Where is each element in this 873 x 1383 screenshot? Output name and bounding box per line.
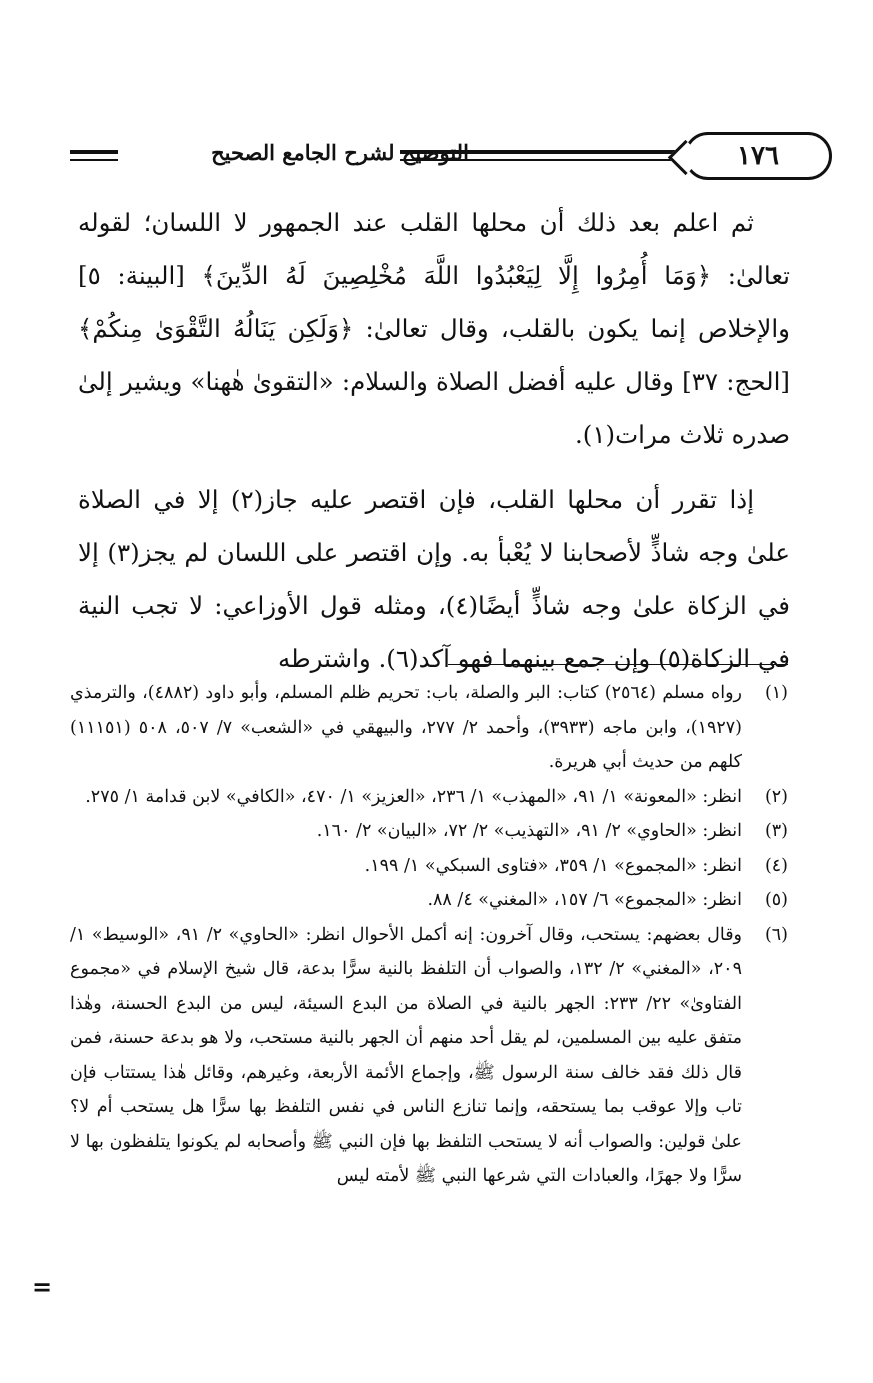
main-text <box>78 196 790 697</box>
footnote-5 <box>70 883 788 918</box>
main-paragraph-1: ثم اعلم بعد ذلك أن محلها القلب عند الجمهور لا اللسان؛ لقوله تعالىٰ: ﴿وَمَا أُمِرُوا إِلَّا لِيَعْبُدُوا اللَّهَ مُخْلِصِينَ لَهُ الدِّينَ﴾ [البينة: ٥] والإخلاص إنما يكون بالقلب، وقال تعالىٰ: ﴿وَلَكِن يَنَالُهُ التَّقْوَىٰ مِنكُمْ﴾ [الحج: ٣٧] وقال عليه أفضل الصلاة والسلام: «التقوىٰ هٰهنا» ويشير إلىٰ صدره ثلاث مرات(١). <box>78 208 790 449</box>
header-rule-middle-thin <box>400 159 684 161</box>
footnote-separator <box>448 664 788 665</box>
footnote-6 <box>70 918 788 1194</box>
footnote-2 <box>70 780 788 815</box>
header-rule-left-thick <box>70 150 118 154</box>
footnote-text: وقال بعضهم: يستحب، وقال آخرون: إنه أكمل الأحوال انظر: «الحاوي» ٢/ ٩١، «الوسيط» ١/ ٢٠٩، «المغني» ٢/ ١٣٢، والصواب أن التلفظ بالنية سرًّا بدعة، قال شيخ الإسلام في «مجموع الفتاوىٰ» ٢٢/ ٢٣٣: الجهر بالنية في الصلاة من البدع السيئة، ليس من البدع الحسنة، وهٰذا متفق عليه بين المسلمين، لم يقل أحد منهم أن الجهر بالنية مستحب، ولا هو بدعة حسنة، فمن قال ذلك فقد خالف سنة الرسول ﷺ، وإجماع الأئمة الأربعة، وغيرهم، وقائل هٰذا يستتاب فإن تاب وإلا عوقب بما يستحقه، وإنما تنازع الناس في نفس التلفظ بها سرًّا هل يستحب أم لا؟ علىٰ قولين: والصواب أنه لا يستحب التلفظ بها فإن النبي ﷺ وأصحابه لم يكونوا يتلفظون بها لا سرًّا ولا جهرًا، والعبادات التي شرعها النبي ﷺ لأمته ليس <box>70 924 743 1186</box>
footnote-3 <box>70 814 788 849</box>
footnote-number: (٣) <box>764 821 788 841</box>
continuation-mark: = <box>32 1272 53 1301</box>
footnote-number: (٤) <box>764 855 788 876</box>
footnote-text: رواه مسلم (٢٥٦٤) كتاب: البر والصلة، باب: تحريم ظلم المسلم، وأبو داود (٤٨٨٢)، والترمذي (١٩٢٧)، وابن ماجه (٣٩٣٣)، وأحمد ٢/ ٢٧٧، والبيهقي في «الشعب» ٧/ ٥٠٧، ٥٠٨ (١١١٥١) كلهم من حديث أبي هريرة. <box>70 683 742 772</box>
footnote-4 <box>70 849 788 884</box>
footnote-text: انظر: «الحاوي» ٢/ ٩١، «التهذيب» ٢/ ٧٢، «البيان» ٢/ ١٦٠. <box>316 821 742 841</box>
footnotes <box>70 676 788 1194</box>
page-number: ١٧٦ <box>737 141 779 171</box>
footnote-number: (٢) <box>764 786 788 807</box>
footnote-text: انظر: «المجموع» ١/ ٣٥٩، «فتاوى السبكي» ١/ ١٩٩. <box>364 855 742 876</box>
footnote-text: انظر: «المجموع» ٦/ ١٥٧، «المغني» ٤/ ٨٨. <box>427 890 742 910</box>
page-number-badge <box>684 132 832 180</box>
footnote-number: (٥) <box>764 890 788 910</box>
running-title: التوضيح لشرح الجامع الصحيح <box>211 140 469 165</box>
footnote-number: (١) <box>764 683 788 703</box>
footnote-text: انظر: «المعونة» ١/ ٩١، «المهذب» ١/ ٢٣٦، «العزيز» ١/ ٤٧٠، «الكافي» لابن قدامة ١/ ٢٧٥. <box>85 786 742 807</box>
header-rule-middle-thick <box>400 150 684 154</box>
footnote-number: (٦) <box>764 924 788 945</box>
header-rule-left-thin <box>70 159 118 161</box>
footnote-1 <box>70 676 788 780</box>
page-header <box>70 132 794 182</box>
main-paragraph-2: إذا تقرر أن محلها القلب، فإن اقتصر عليه جاز(٢) إلا في الصلاة علىٰ وجه شاذٍّ لأصحابنا لا يُعْبأ به. وإن اقتصر على اللسان لم يجز(٣) إلا في الزكاة علىٰ وجه شاذٍّ أيضًا(٤)، ومثله قول الأوزاعي: لا تجب النية في الزكاة(٥) وإن جمع بينهما فهو آكد(٦). واشترطه <box>78 485 790 673</box>
